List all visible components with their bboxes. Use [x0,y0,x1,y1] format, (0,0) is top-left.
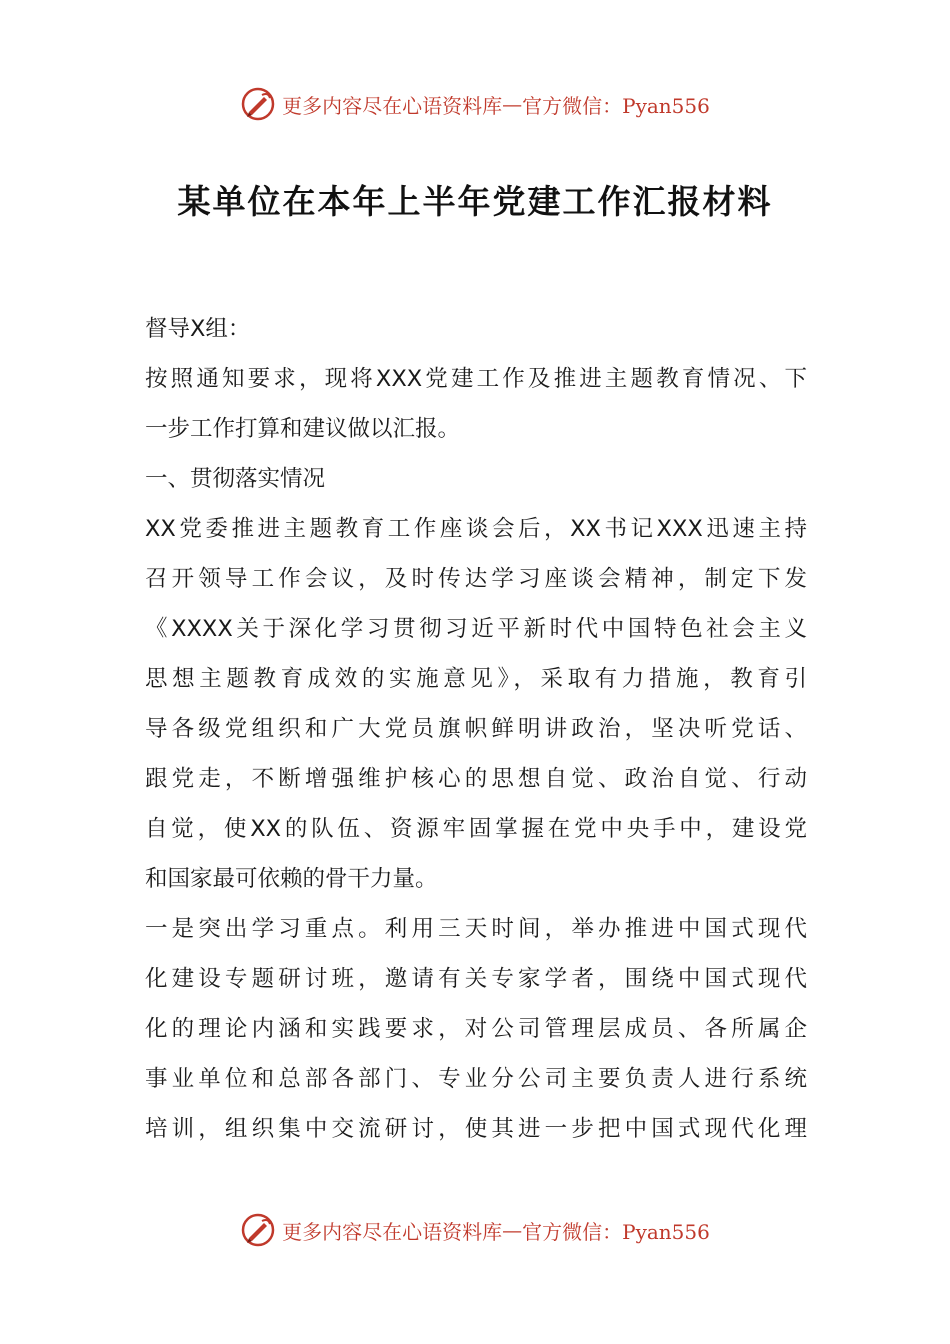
watermark-header [0,84,950,124]
body-line: XX党委推进主题教育工作座谈会后，XX书记XXX迅速主持 [145,516,807,542]
body-line: 化建设专题研讨班，邀请有关专家学者，围绕中国式现代 [145,966,807,992]
body-line: 《XXXX关于深化学习贯彻习近平新时代中国特色社会主义 [145,616,807,642]
body-line: 思想主题教育成效的实施意见》，采取有力措施，教育引 [145,666,807,692]
watermark-text: 更多内容尽在心语资料库 [282,1219,503,1244]
watermark-footer [0,1210,950,1250]
document-title: 某单位在本年上半年党建工作汇报材料 [177,182,773,221]
body-line: 召开领导工作会议，及时传达学习座谈会精神，制定下发 [145,566,807,592]
body-line: 事业单位和总部各部门、专业分公司主要负责人进行系统 [145,1066,807,1092]
body-line: 化的理论内涵和实践要求，对公司管理层成员、各所属企 [145,1016,807,1042]
pen-logo-icon [240,1212,276,1248]
watermark-dash: — [502,1218,523,1242]
watermark-contact: 官方微信：Pyan556 [522,1219,710,1244]
body-line: 培训，组织集中交流研讨，使其进一步把中国式现代化理 [145,1116,807,1142]
body-line: 一、贯彻落实情况 [145,466,326,492]
body-line: 和国家最可依赖的骨干力量。 [145,866,438,892]
body-line: 按照通知要求，现将XXX党建工作及推进主题教育情况、下 [145,366,807,392]
body-line: 跟党走，不断增强维护核心的思想自觉、政治自觉、行动 [145,766,807,792]
pen-logo-icon [240,86,276,122]
body-line: 自觉，使XX的队伍、资源牢固掌握在党中央手中，建设党 [145,816,807,842]
watermark-contact: 官方微信：Pyan556 [522,93,710,118]
body-line: 一步工作打算和建议做以汇报。 [145,416,461,442]
body-line: 一是突出学习重点。利用三天时间，举办推进中国式现代 [145,916,807,942]
body-line: 督导X组： [145,316,251,342]
watermark-dash: — [502,92,523,116]
watermark-text: 更多内容尽在心语资料库 [282,93,503,118]
document-body [145,304,807,1154]
body-line: 导各级党组织和广大党员旗帜鲜明讲政治，坚决听党话、 [145,716,807,742]
